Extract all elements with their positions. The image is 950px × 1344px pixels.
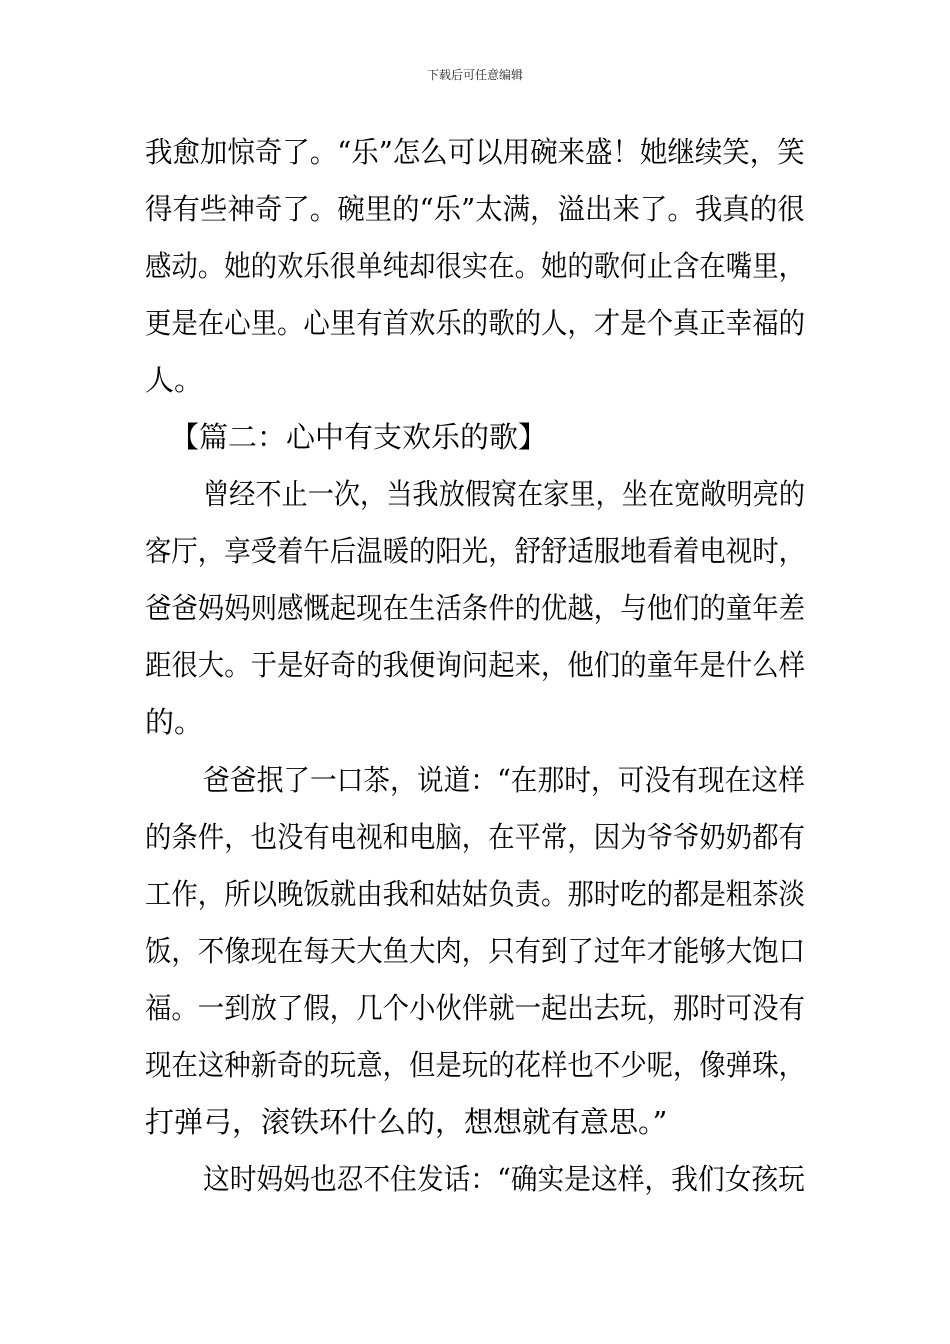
text-line: 爸爸抿了一口茶，说道：“在那时，可没有现在这样	[203, 763, 805, 797]
text-line: 曾经不止一次，当我放假窝在家里，坐在宽敞明亮的	[203, 477, 806, 511]
text-line: 更是在心里。心里有首欢乐的歌的人，才是个真正幸福的	[145, 306, 806, 340]
text-line: 的。	[145, 705, 204, 739]
page-header: 下载后可任意编辑	[426, 68, 523, 82]
text-line: 这时妈妈也忍不住发话：“确实是这样，我们女孩玩	[203, 1162, 805, 1196]
text-line: 我愈加惊奇了。“乐”怎么可以用碗来盛！她继续笑，笑	[145, 135, 805, 169]
text-line: 饭，不像现在每天大鱼大肉，只有到了过年才能够大饱口	[145, 934, 806, 968]
text-line: 工作，所以晚饭就由我和姑姑负责。那时吃的都是粗茶淡	[145, 877, 806, 911]
text-line: 距很大。于是好奇的我便询问起来，他们的童年是什么样	[145, 648, 806, 682]
text-line: 福。一到放了假，几个小伙伴就一起出去玩，那时可没有	[145, 991, 806, 1025]
text-line: 现在这种新奇的玩意，但是玩的花样也不少呢，像弹珠，	[145, 1048, 806, 1082]
text-line: 感动。她的欢乐很单纯却很实在。她的歌何止含在嘴里，	[145, 249, 806, 283]
text-line: 人。	[145, 363, 204, 397]
section-heading: 【篇二：心中有支欢乐的歌】	[170, 420, 548, 454]
text-line: 打弹弓，滚铁环什么的，想想就有意思。”	[145, 1105, 668, 1139]
text-line: 得有些神奇了。碗里的“乐”太满，溢出来了。我真的很	[145, 192, 805, 226]
text-line: 爸爸妈妈则感慨起现在生活条件的优越，与他们的童年差	[145, 591, 806, 625]
text-line: 客厅，享受着午后温暖的阳光，舒舒适服地看着电视时，	[145, 534, 806, 568]
text-line: 的条件，也没有电视和电脑，在平常，因为爷爷奶奶都有	[145, 820, 806, 854]
